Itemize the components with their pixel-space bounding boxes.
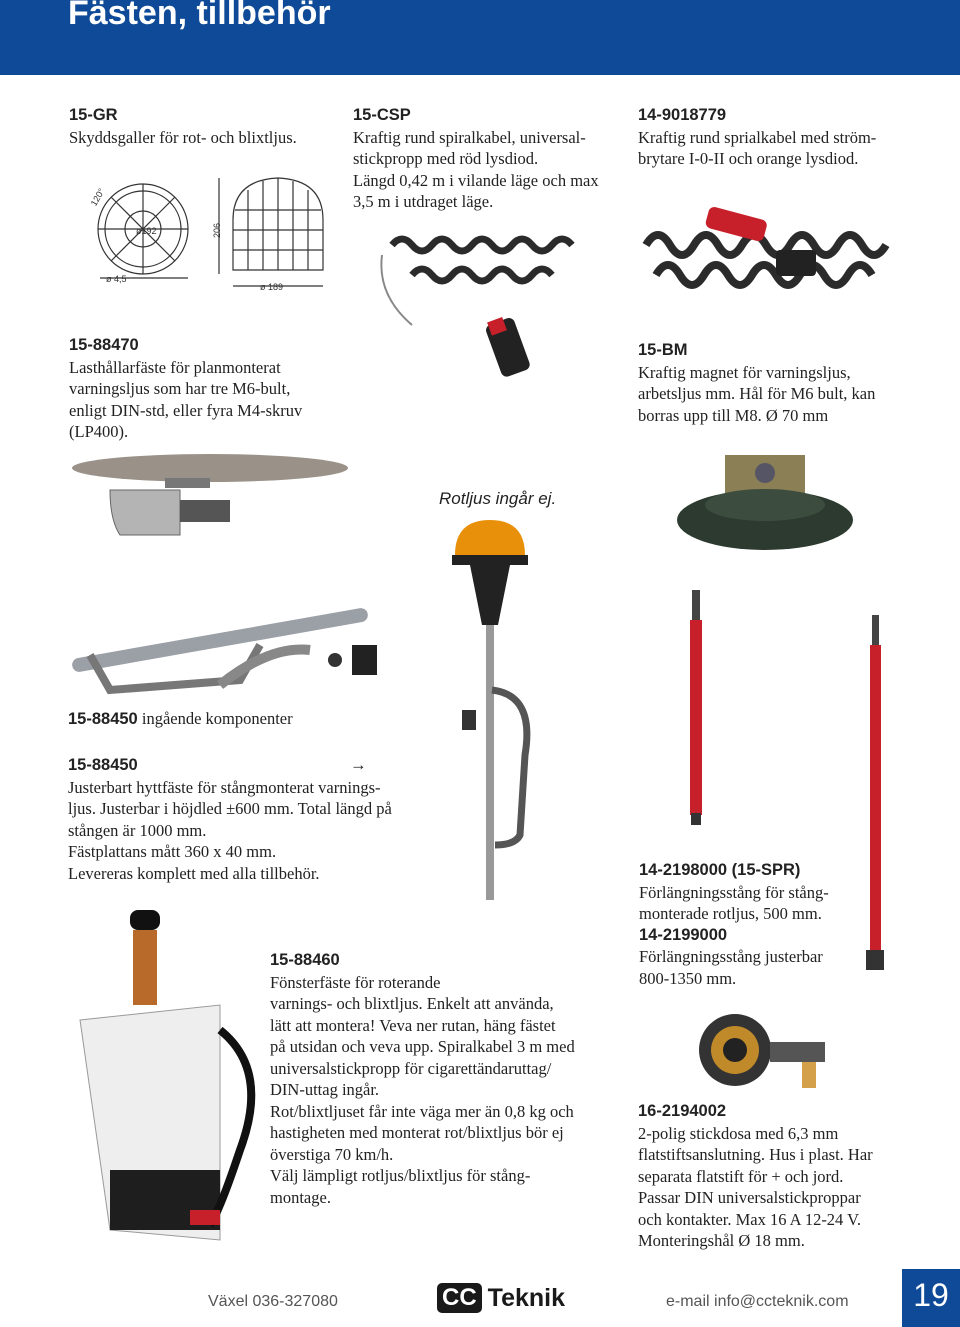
page-header (0, 0, 960, 75)
dim-height: 206 (212, 222, 222, 238)
logo-text: Teknik (487, 1283, 566, 1312)
product-code: 15-BM (638, 341, 688, 359)
switch-cable-image (636, 205, 896, 315)
product-description: Kraftig magnet för varningsljus, arbetsljus mm. Hål för M6 bult, kan borras upp till M8. Ø 70 mm (638, 362, 876, 425)
product-description: Fönsterfäste för roterande varnings- och blixtljus. Enkelt att använda, lätt att montera! Veva ner rutan, häng fästet på utsidan och veva upp. Spiralkabel 3 m med universalstickpropp för cigarettändaruttag/ DIN-uttag ingår. Rot/blixtljuset får inte väga mer än 0,8 kg och hastigheten med monterat rot/blixtljus bör ej överstiga 70 km/h. Välj lämpligt rotljus/blixtljus för stång- montage. (270, 972, 575, 1207)
arrow-icon: → (350, 756, 367, 774)
page-title: Fästen, tillbehör (68, 0, 331, 32)
product-code: 14-2198000 (15-SPR) (639, 861, 801, 879)
product-15-csp (353, 105, 628, 213)
window-mount-image (70, 910, 270, 1250)
product-description: Skyddsgaller för rot- och blixtljus. (69, 127, 297, 147)
product-code (68, 755, 438, 777)
logo-cc: CC (437, 1283, 482, 1313)
product-code: 15-CSP (353, 106, 411, 124)
product-code-2: 14-2199000 (639, 925, 728, 944)
spiral-cable-image (372, 225, 592, 385)
dim-hole: ø 4,5 (106, 274, 127, 284)
pole-mount-image (440, 515, 550, 905)
dim-inner: ø192 (136, 226, 157, 236)
code-text: 15-88450 (68, 756, 138, 774)
cc-teknik-logo (437, 1281, 565, 1315)
product-description: Lasthållarfäste för planmonterat varningsljus som har tre M6-bult, enligt DIN-std, eller fyra M4-skruv (LP400). (69, 357, 303, 441)
product-15-88460 (270, 950, 620, 1208)
product-description-2: Förlängningsstång justerbar 800-1350 mm. (639, 947, 823, 988)
product-description: Kraftig rund sprialkabel med ström- brytare I-0-II och orange lysdiod. (638, 127, 877, 168)
roof-rack-bracket-image (70, 450, 350, 540)
footer-email: e-mail info@ccteknik.com (666, 1293, 849, 1310)
product-15-88470 (69, 335, 359, 443)
product-description: Förlängningsstång för stång- monterade rotljus, 500 mm. (639, 882, 829, 923)
product-15-gr (69, 105, 339, 148)
page-number: 19 (902, 1269, 960, 1327)
socket-image (690, 1012, 830, 1097)
note-light-not-included: Rotljus ingår ej. (439, 489, 557, 508)
product-15-bm (638, 340, 918, 426)
magnet-mount-image (670, 455, 860, 555)
product-code: 15-GR (69, 106, 118, 124)
product-code: 15-88470 (69, 336, 139, 354)
components-caption (68, 708, 368, 731)
dim-angle: 120° (88, 186, 107, 208)
components-image (70, 585, 390, 695)
product-description: Kraftig rund spiralkabel, universal- stickpropp med röd lysdiod. Längd 0,42 m i vilande läge och max 3,5 m i utdraget läge. (353, 127, 599, 211)
product-14-2198000 (639, 860, 889, 989)
guard-drawing (88, 170, 338, 300)
product-code: 15-88450 (68, 710, 138, 728)
product-code: 16-2194002 (638, 1102, 727, 1120)
dim-base: ø 189 (260, 282, 284, 292)
footer-phone: Växel 036-327080 (208, 1293, 338, 1310)
product-15-88450 (68, 755, 438, 884)
product-14-9018779 (638, 105, 918, 170)
product-code: 14-9018779 (638, 106, 727, 124)
components-label: ingående komponenter (141, 709, 293, 728)
product-16-2194002 (638, 1101, 938, 1252)
product-description: Justerbart hyttfäste för stångmonterat varnings- ljus. Justerbar i höjdled ±600 mm. Total längd på stången är 1000 mm. Fästplattans mått 360 x 40 mm. Levereras komplett med alla tillbehör. (68, 777, 392, 883)
product-description: 2-polig stickdosa med 6,3 mm flatstiftsanslutning. Hus i plast. Har separata flatstift för + och jord. Passar DIN universalstickproppar och kontakter. Max 16 A 12-24 V. Monteringshål Ø 18 mm. (638, 1123, 873, 1250)
product-code: 15-88460 (270, 951, 340, 969)
